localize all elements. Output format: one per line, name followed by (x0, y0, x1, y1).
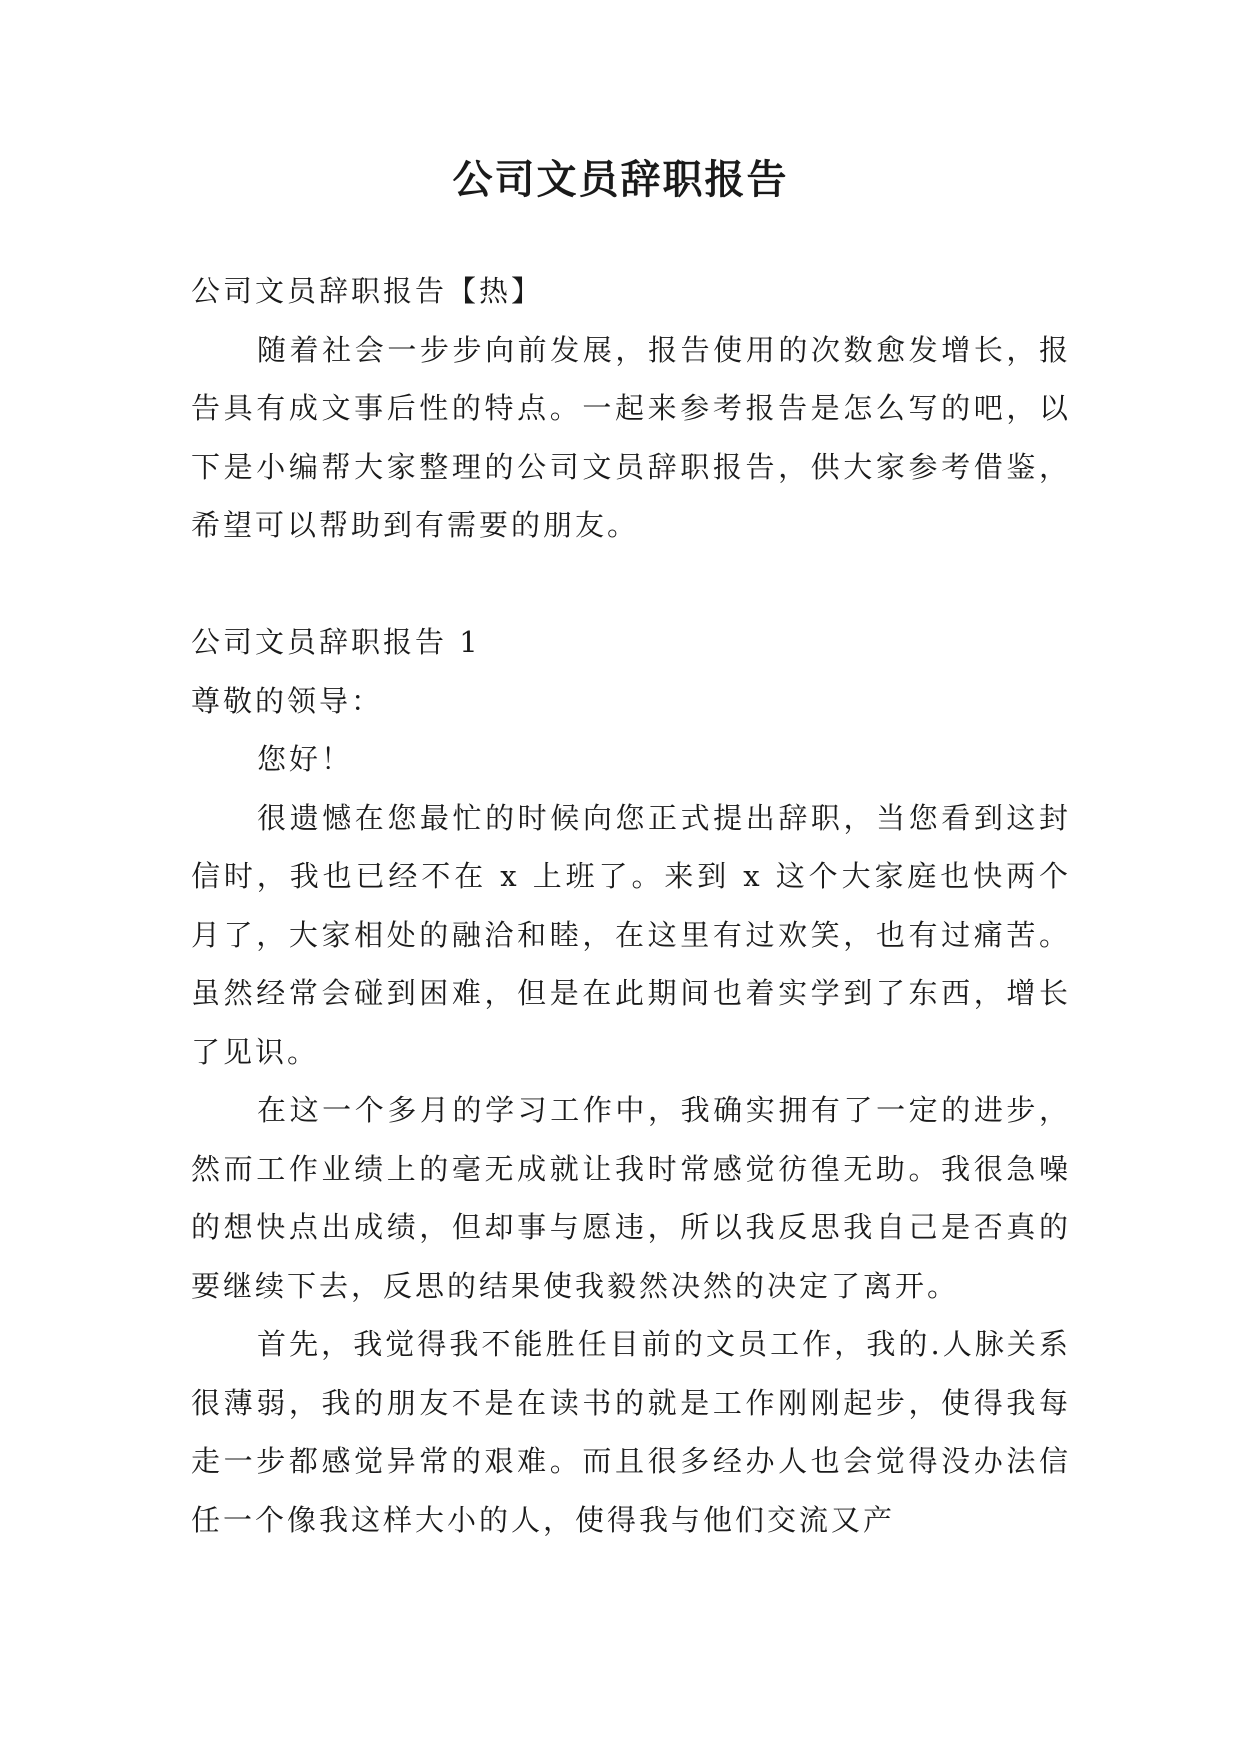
document-subtitle: 公司文员辞职报告【热】 (191, 274, 544, 308)
body-paragraph: 在这一个多月的学习工作中，我确实拥有了一定的进步，然而工作业绩上的毫无成就让我时常感觉彷徨无助。我很急噪的想快点出成绩，但却事与愿违，所以我反思我自己是否真的要继续下去，反思的结果使我毅然决然的决定了离开。 (191, 1093, 1071, 1303)
greeting: 您好！ (257, 742, 354, 776)
intro-paragraph: 随着社会一步步向前发展，报告使用的次数愈发增长，报告具有成文事后性的特点。一起来参考报告是怎么写的吧，以下是小编帮大家整理的公司文员辞职报告，供大家参考借鉴，希望可以帮助到有需要的朋友。 (191, 332, 1071, 542)
body-paragraph: 很遗憾在您最忙的时候向您正式提出辞职，当您看到这封信时，我也已经不在 x 上班了。来到 x 这个大家庭也快两个月了，大家相处的融洽和睦，在这里有过欢笑，也有过痛苦。虽然经常会碰到困难，但是在此期间也着实学到了东西，增长了见识。 (191, 800, 1071, 1069)
salutation: 尊敬的领导： (191, 683, 384, 718)
document-title: 公司文员辞职报告 (452, 156, 789, 203)
document-body (191, 262, 1071, 1549)
body-paragraph: 首先，我觉得我不能胜任目前的文员工作，我的.人脉关系很薄弱，我的朋友不是在读书的就是工作刚刚起步，使得我每走一步都感觉异常的艰难。而且很多经办人也会觉得没办法信任一个像我这样大小的人，使得我与他们交流又产 (191, 1327, 1071, 1537)
section-heading: 公司文员辞职报告 1 (191, 625, 481, 659)
